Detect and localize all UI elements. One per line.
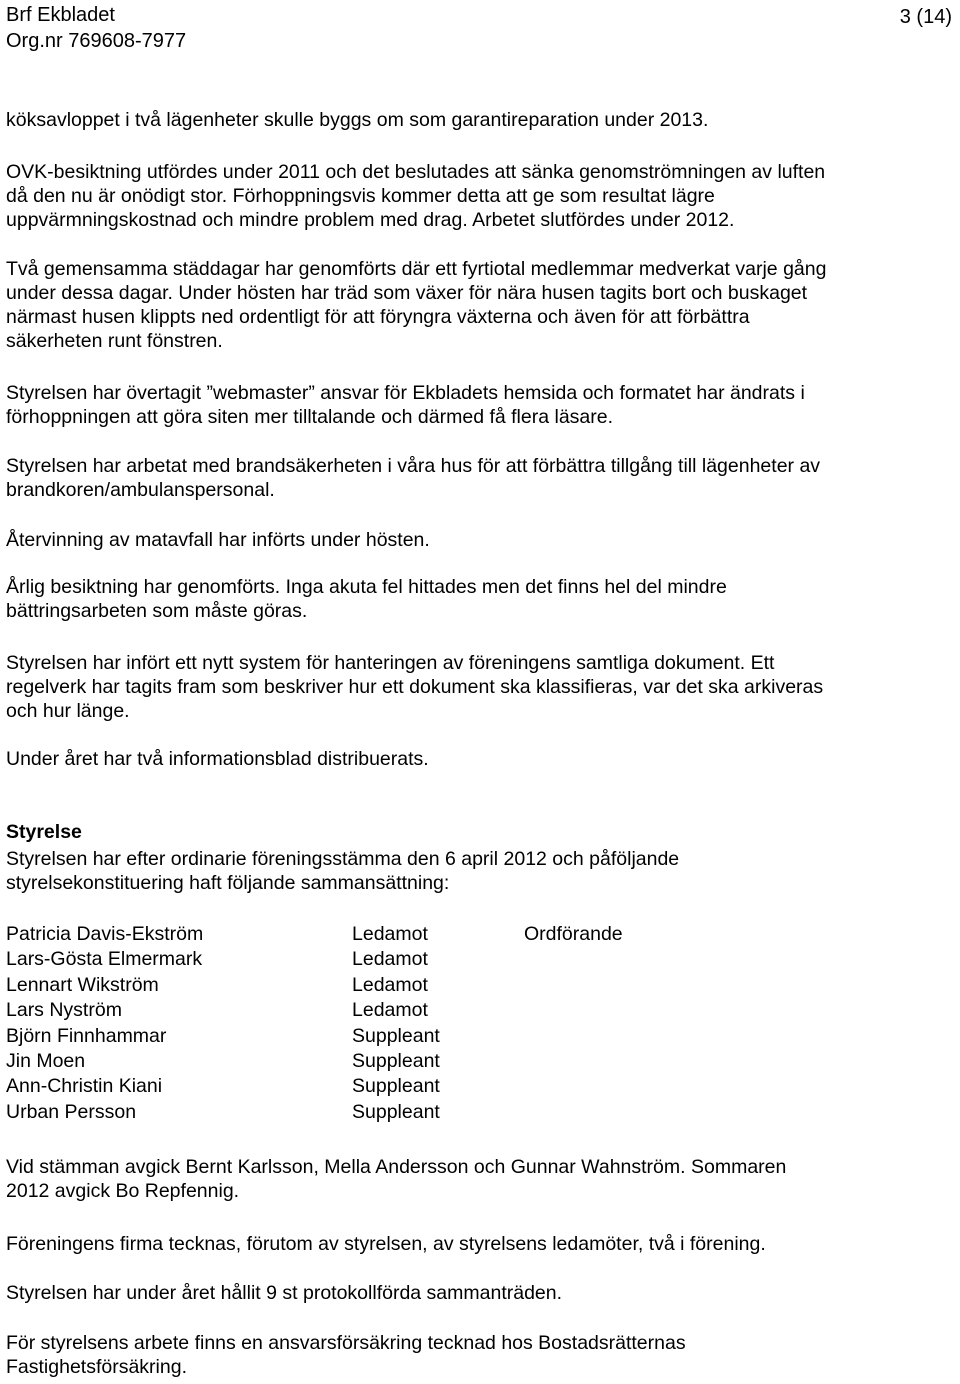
paragraph-line: säkerheten runt fönstren. [6,330,223,352]
paragraph-avgangar [6,1155,958,1203]
paragraph-line: Styrelsen har infört ett nytt system för hanteringen av föreningens samtliga dokument. Ett [6,652,775,674]
paragraph-line: då den nu är onödigt stor. Förhoppningsvis kommer detta att ge som resultat lägre [6,185,715,207]
member-title: Ordförande [524,923,623,945]
paragraph-line: och hur länge. [6,700,130,722]
paragraph-line: Styrelsen har efter ordinarie föreningsstämma den 6 april 2012 och påföljande [6,848,680,870]
member-name: Lars Nyström [6,999,122,1022]
member-role: Suppleant [352,1024,440,1047]
paragraph-informationsblad [6,747,958,771]
paragraph-line: Under året har två informationsblad distribuerats. [6,748,429,770]
member-role: Ledamot [352,948,428,971]
member-name: Lars-Gösta Elmermark [6,948,203,971]
member-role: Suppleant [352,1075,440,1098]
organization-number: Org.nr 769608-7977 [6,30,187,52]
paragraph-atervinning [6,528,958,552]
member-name: Lennart Wikström [6,973,159,996]
member-role: Ledamot [352,973,428,996]
page-header-left [6,2,186,54]
paragraph-line: Styrelsen har under året hållit 9 st protokollförda sammanträden. [6,1282,563,1304]
paragraph-besiktning [6,575,958,623]
paragraph-brandsakerhet [6,454,958,502]
member-role: Ledamot [352,999,428,1022]
member-name: Patricia Davis-Ekström [6,923,204,945]
paragraph-line: Återvinning av matavfall har införts under hösten. [6,529,430,551]
paragraph-line: Två gemensamma städdagar har genomförts där ett fyrtiotal medlemmar medverkat varje gång [6,258,827,280]
member-name: Jin Moen [6,1049,86,1072]
paragraph-staddagar [6,257,958,353]
paragraph-line: köksavloppet i två lägenheter skulle byggs om som garantireparation under 2013. [6,109,709,131]
section-heading-styrelse: Styrelse [6,821,82,843]
paragraph-line: För styrelsens arbete finns en ansvarsförsäkring tecknad hos Bostadsrätternas [6,1332,686,1354]
paragraph-line: Vid stämman avgick Bernt Karlsson, Mella Andersson och Gunnar Wahnström. Sommaren [6,1156,787,1178]
styrelse-intro [6,847,958,895]
paragraph-line: Styrelsen har arbetat med brandsäkerheten i våra hus för att förbättra tillgång till lägenheter av [6,455,821,477]
paragraph-line: Föreningens firma tecknas, förutom av styrelsen, av styrelsens ledamöter, två i förening. [6,1233,766,1255]
member-role: Suppleant [352,1049,440,1072]
paragraph-line: närmast husen klippts ned ordentligt för att föryngra växterna och även för att förbättra [6,306,750,328]
paragraph-line: Årlig besiktning har genomförts. Inga akuta fel hittades men det finns hel del mindre [6,576,727,598]
member-role: Ledamot [352,923,428,945]
member-name: Björn Finnhammar [6,1024,167,1047]
paragraph-koksavlopp [6,108,958,132]
paragraph-firmateckning [6,1232,958,1256]
paragraph-line: 2012 avgick Bo Repfennig. [6,1180,240,1202]
paragraph-line: Styrelsen har övertagit ”webmaster” ansvar för Ekbladets hemsida och formatet har ändrats i [6,382,805,404]
paragraph-ovk [6,160,958,232]
member-name: Urban Persson [6,1100,137,1123]
paragraph-line: brandkoren/ambulanspersonal. [6,479,275,501]
paragraph-line: OVK-besiktning utfördes under 2011 och det beslutades att sänka genomströmningen av luften [6,161,826,183]
member-role: Suppleant [352,1100,440,1123]
organization-name: Brf Ekbladet [6,4,115,26]
paragraph-line: regelverk har tagits fram som beskriver hur ett dokument ska klassifieras, var det ska arkiveras [6,676,824,698]
paragraph-line: Fastighetsförsäkring. [6,1356,187,1378]
paragraph-webmaster [6,381,958,429]
member-name: Ann-Christin Kiani [6,1075,163,1098]
paragraph-sammantraden [6,1281,958,1305]
paragraph-line: bättringsarbeten som måste göras. [6,600,308,622]
paragraph-line: förhoppningen att göra siten mer tilltalande och därmed få flera läsare. [6,406,614,428]
paragraph-line: styrelsekonstituering haft följande sammansättning: [6,872,450,894]
paragraph-line: under dessa dagar. Under hösten har träd som växer för nära husen tagits bort och buskaget [6,282,808,304]
paragraph-line: uppvärmningskostnad och mindre problem med drag. Arbetet slutfördes under 2012. [6,209,735,231]
paragraph-dokumentsystem [6,651,958,723]
paragraph-forsakring [6,1331,958,1379]
page-number: 3 (14) [899,6,952,28]
